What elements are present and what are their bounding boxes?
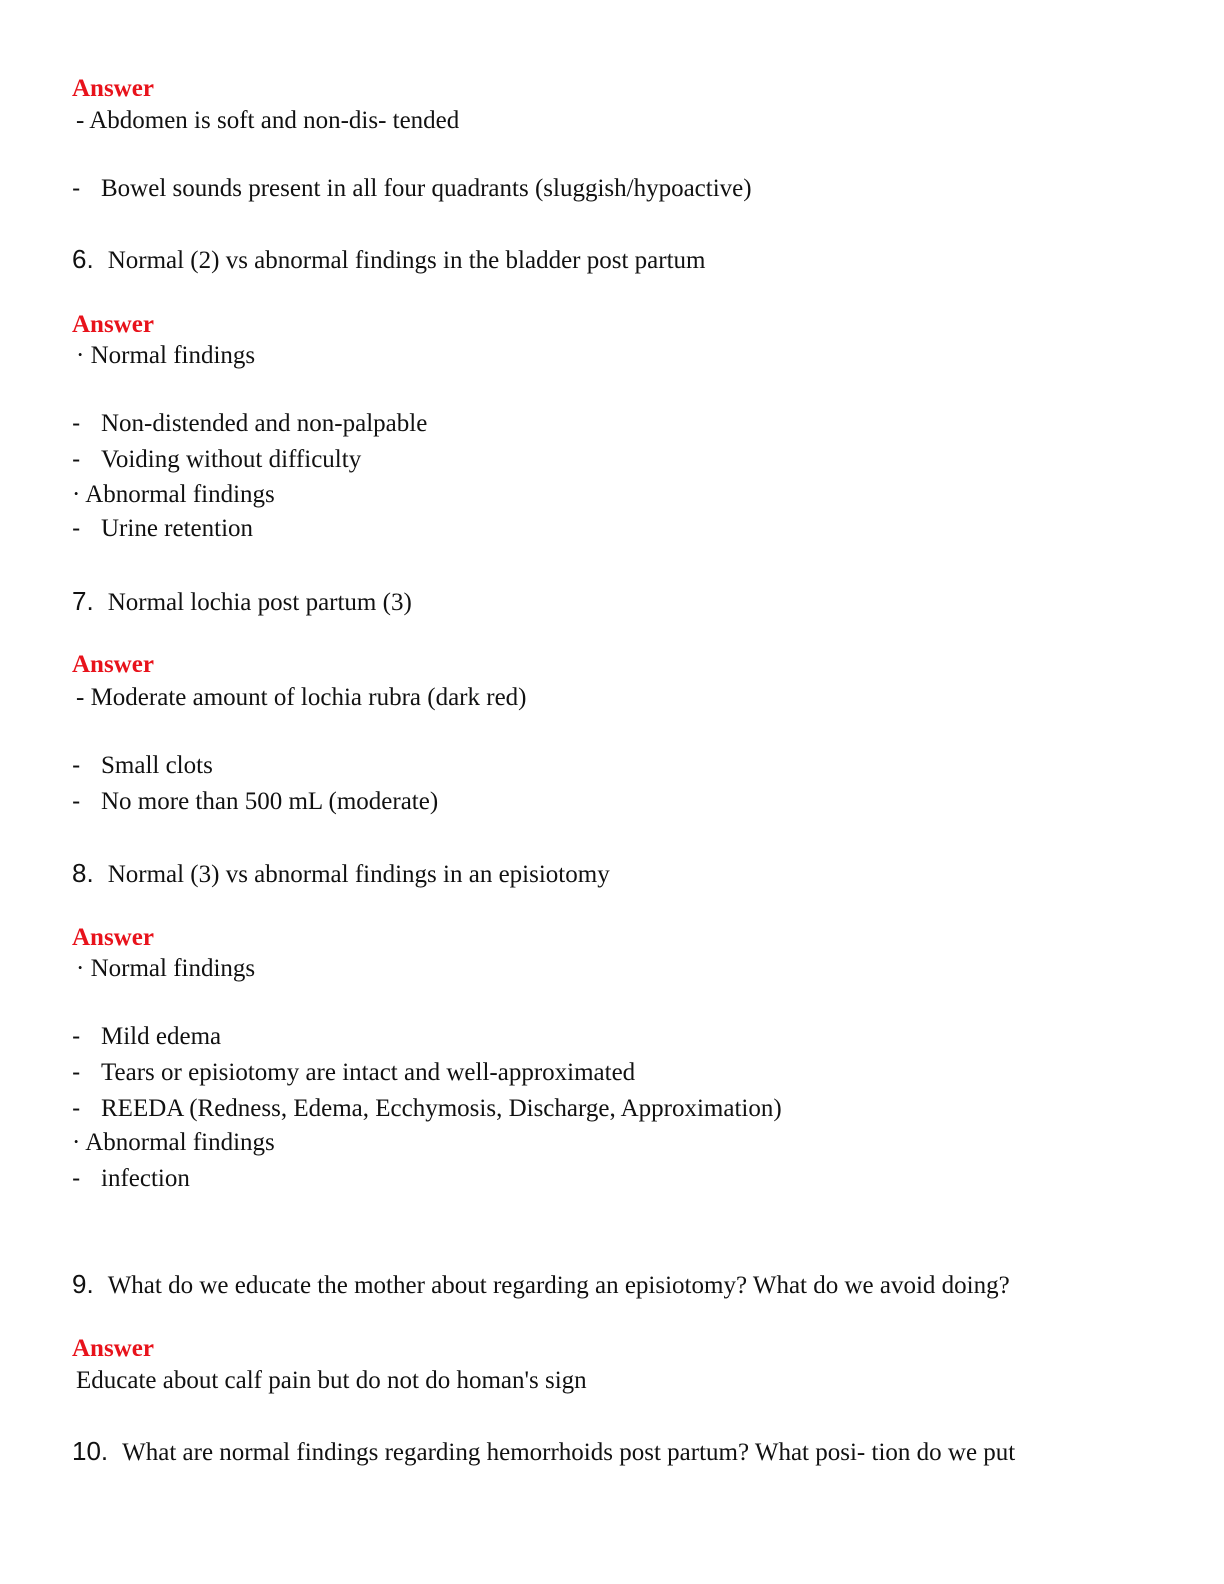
bullet-text: Small clots [101, 752, 213, 779]
answer-line: - Abdomen is soft and non-dis- tended [76, 107, 460, 134]
question-text: Normal lochia post partum (3) [107, 589, 412, 616]
abnormal-findings-header: · Abnormal findings [72, 481, 275, 508]
answer-line: - Moderate amount of lochia rubra (dark red) [76, 684, 527, 711]
normal-findings-header: · Normal findings [76, 342, 256, 369]
dash-marker: - [72, 409, 81, 437]
dash-marker: - [72, 751, 81, 779]
question-10 [72, 1438, 1015, 1465]
question-text: What are normal findings regarding hemorrhoids post partum? What posi- tion do we put [122, 1439, 1016, 1466]
dash-marker: - [72, 1058, 81, 1086]
bullet-text: Urine retention [101, 515, 254, 542]
bullet-text: Voiding without difficulty [101, 446, 362, 473]
bullet-text: Non-distended and non-palpable [101, 410, 428, 437]
dash-marker: - [72, 514, 81, 542]
normal-findings-header: · Normal findings [76, 955, 256, 982]
question-number: 8. [72, 858, 94, 888]
question-number: 10. [72, 1436, 109, 1466]
bullet-text: Mild edema [101, 1023, 222, 1050]
answer-label: Answer [72, 1335, 154, 1362]
dash-marker: - [72, 787, 81, 815]
dash-marker: - [72, 1094, 81, 1122]
question-number: 7. [72, 586, 94, 616]
bullet-text: REEDA (Redness, Edema, Ecchymosis, Discharge, Approximation) [101, 1095, 782, 1122]
question-9 [72, 1271, 1010, 1298]
question-text: Normal (3) vs abnormal findings in an episiotomy [107, 861, 610, 888]
dash-marker: - [72, 445, 81, 473]
question-text: What do we educate the mother about regarding an episiotomy? What do we avoid doing? [107, 1272, 1010, 1299]
answer-label: Answer [72, 75, 154, 102]
question-text: Normal (2) vs abnormal findings in the bladder post partum [107, 247, 706, 274]
question-7 [72, 588, 412, 615]
bullet-text: Bowel sounds present in all four quadrants (sluggish/hypoactive) [101, 175, 752, 202]
answer-label: Answer [72, 311, 154, 338]
answer-text: Educate about calf pain but do not do homan's sign [76, 1367, 587, 1394]
dash-marker: - [72, 1164, 81, 1192]
answer-label: Answer [72, 651, 154, 678]
question-number: 6. [72, 244, 94, 274]
bullet-text: infection [101, 1165, 190, 1192]
answer-label: Answer [72, 924, 154, 951]
dash-marker: - [72, 174, 81, 202]
bullet-text: No more than 500 mL (moderate) [101, 788, 439, 815]
bullet-text: Tears or episiotomy are intact and well-approximated [101, 1059, 636, 1086]
dash-marker: - [72, 1022, 81, 1050]
question-6 [72, 246, 705, 273]
question-8 [72, 860, 610, 887]
question-number: 9. [72, 1269, 94, 1299]
abnormal-findings-header: · Abnormal findings [72, 1129, 275, 1156]
